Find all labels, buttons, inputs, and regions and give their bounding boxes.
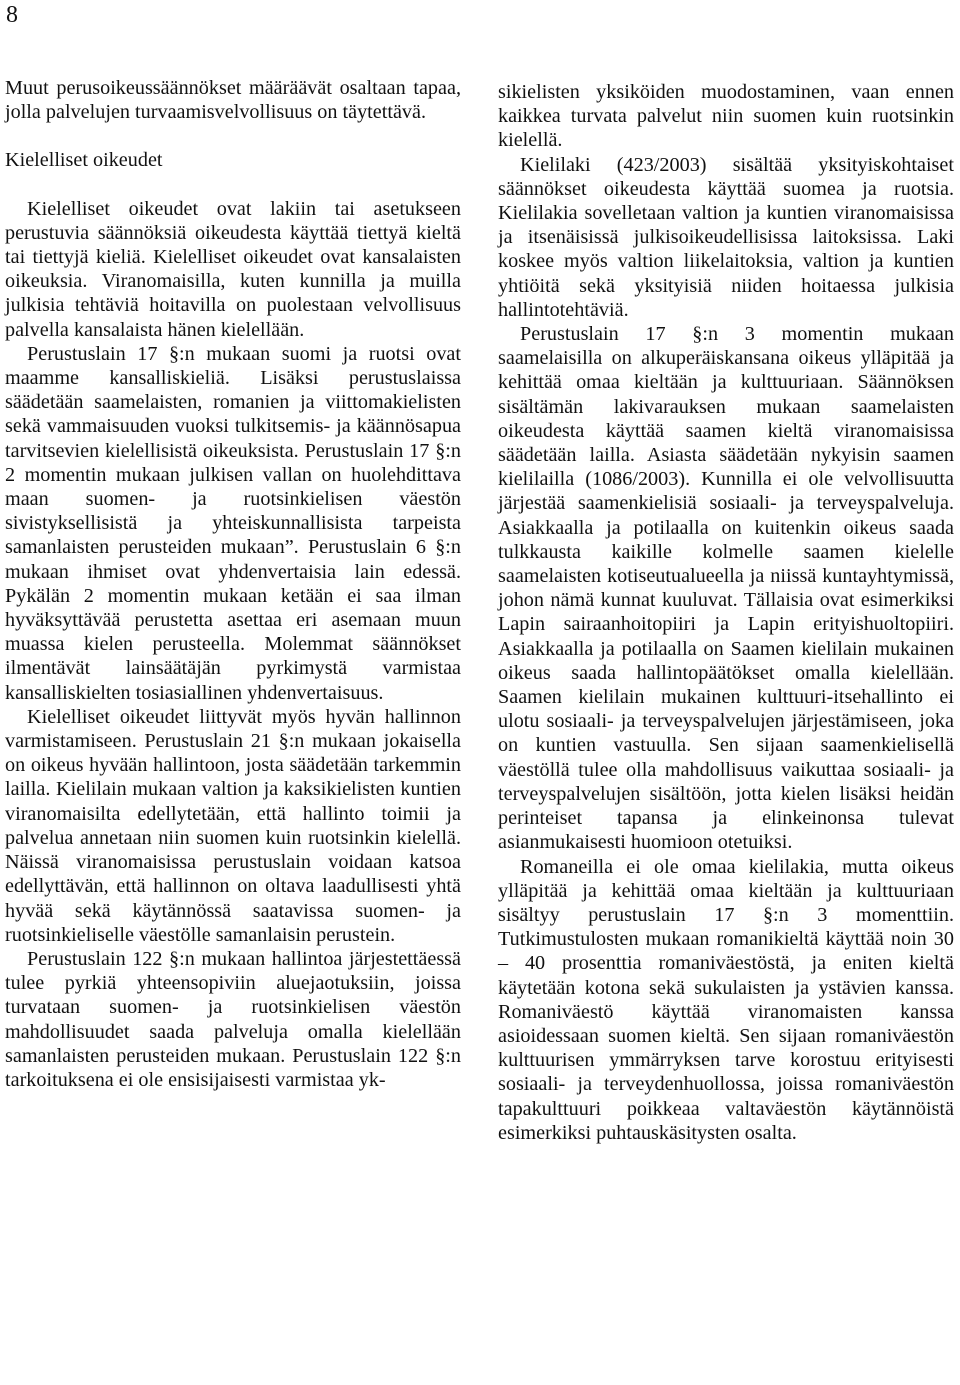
continuation-paragraph: sikielisten yksiköiden muodostaminen, vaan ennen kaikkea turvata palvelut niin suomen kuin ruotsinkin kielellä. xyxy=(498,81,954,152)
body-paragraph: Perustuslain 122 §:n mukaan hallintoa järjestettäessä tulee pyrkiä yhteensopiviin aluejaotuksiin, joissa turvataan suomen- ja ruotsinkielisen väestön mahdollisuudet saada palveluja omalla kielellään samanlaisten perusteiden mukaan. Perustuslain 122 §:n tarkoituksena ei ole ensisijaisesti varmistaa yk- xyxy=(5,947,461,1091)
body-paragraph: Kielilaki (423/2003) sisältää yksityiskohtaiset säännökset oikeudesta käyttää suomea ja ruotsia. Kielilakia sovelletaan valtion ja kuntien viranomaisissa ja itsenäisissä julkisoikeudellisissa laitoksissa. Laki koskee myös valtion liikelaitoksia, valtion ja kuntien yhtiöitä sekä yksityisiä niiden hoitaessa julkisia hallintotehtäviä. xyxy=(498,153,954,321)
body-paragraph: Kielelliset oikeudet liittyvät myös hyvän hallinnon varmistamiseen. Perustuslain 21 §:n mukaan jokaisella on oikeus hyvään hallintoon, josta säädetään tarkemmin lailla. Kielilain mukaan valtion ja kaksikielisten kuntien viranomaisilta edellytetään, että hallinto toimii ja palvelua annetaan niin suomen kuin ruotsinkin kielellä. Näissä viranomaisissa perustuslain voidaan katsoa edellyttävän, että hallinnon on oltava laadullisesti yhtä hyvää sekä käytännössä saatavissa suomen- ja ruotsinkieliselle väestölle samanlaisin perustein. xyxy=(5,705,461,946)
intro-paragraph: Muut perusoikeussäännökset määräävät osaltaan tapaa, jolla palvelujen turvaamisvelvollisuus on täytettävä. xyxy=(5,77,461,124)
right-column xyxy=(498,80,954,1145)
page-number: 8 xyxy=(6,2,18,28)
body-paragraph: Perustuslain 17 §:n 3 momentin mukaan saamelaisilla on alkuperäiskansana oikeus ylläpitää ja kehittää omaa kieltään ja kulttuuriaan. Säännöksen sisältämän lakivarauksen mukaan saamelaisten oikeudesta käyttää saamen kieltä viranomaisissa säädetään lailla. Asiasta säädetään nykyisin saamen kielilailla (1086/2003). Kunnilla ei ole velvollisuutta järjestää saamenkielisiä sosiaali- ja terveyspalveluja. Asiakkaalla ja potilaalla on kuitenkin oikeus saada tulkkausta kaikille kolmelle saamen kielelle saamelaisten kotiseutualueella ja niissä kuntayhtymissä, johon nämä kunnat kuuluvat. Tällaisia ovat esimerkiksi Lapin sairaanhoitopiiri ja Lapin erityishuoltopiiri. Asiakkaalla ja potilaalla on Saamen kielilain mukainen oikeus saada hallintopäätökset omalla kielellään. Saamen kielilain mukainen kulttuuri-itsehallinto ei ulotu sosiaali- ja terveyspalvelujen järjestämiseen, joka on kuntien vastuulla. Sen sijaan saamenkielisellä väestöllä tulee olla mahdollisuus vaikuttaa sosiaali- ja terveyspalvelujen sisältöön, jotta kielen lisäksi heidän perinteiset tapansa ja elinkeinonsa tulevat asianmukaisesti huomioon otetuiksi. xyxy=(498,323,954,854)
body-paragraph: Romaneilla ei ole omaa kielilakia, mutta oikeus ylläpitää ja kehittää omaa kieltään ja kulttuuriaan sisältyy perustuslain 17 §:n 3 momenttiin. Tutkimustulosten mukaan romanikieltä käyttää noin 30 – 40 prosenttia romaniväestöstä, ja eniten kieltä käytetään kotona sekä sukulaisten ja ystävien kanssa. Romaniväestö käyttää viranomaisten kanssa asioidessaan suomen kieltä. Sen sijaan romaniväestön kulttuurisen ymmärryksen tarve korostuu erityisesti sosiaali- ja terveydenhuollossa, joissa romaniväestön tapakulttuuri poikkeaa valtaväestön käytännöistä esimerkiksi puhtauskäsitysten osalta. xyxy=(498,855,954,1144)
body-paragraph: Perustuslain 17 §:n mukaan suomi ja ruotsi ovat maamme kansalliskieliä. Lisäksi perustuslaissa säädetään saamelaisten, romanien ja viittomakielisten sekä vammaisuuden vuoksi tulkitsemis- ja käännösapua tarvitsevien kielellisistä oikeuksista. Perustuslain 17 §:n 2 momentin mukaan julkisen vallan on huolehdittava maan suomen- ja ruotsinkielisen väestön sivistyksellisistä ja yhteiskunnallisista tarpeista samanlaisten perusteiden mukaan”. Perustuslain 6 §:n mukaan ihmiset ovat yhdenvertaisia lain edessä. Pykälän 2 momentin mukaan ketään ei saa ilman hyväksyttävää perustetta asettaa eri asemaan muun muassa kielen perusteella. Molemmat säännökset ilmentävät lainsäätäjän pyrkimystä varmistaa kansalliskielten tosiasiallinen yhdenvertaisuus. xyxy=(5,342,461,704)
section-heading: Kielelliset oikeudet xyxy=(5,149,163,172)
body-paragraph: Kielelliset oikeudet ovat lakiin tai asetukseen perustuvia säännöksiä oikeudesta käyttää tiettyä kieltä tai tiettyjä kieliä. Kielelliset oikeudet ovat kansalaisten oikeuksia. Viranomaisilla, kuten kunnilla ja muilla julkisia tehtäviä hoitavilla on puolestaan velvollisuus palvella kansalaista hänen kielellään. xyxy=(5,197,461,341)
left-column xyxy=(5,76,461,1092)
